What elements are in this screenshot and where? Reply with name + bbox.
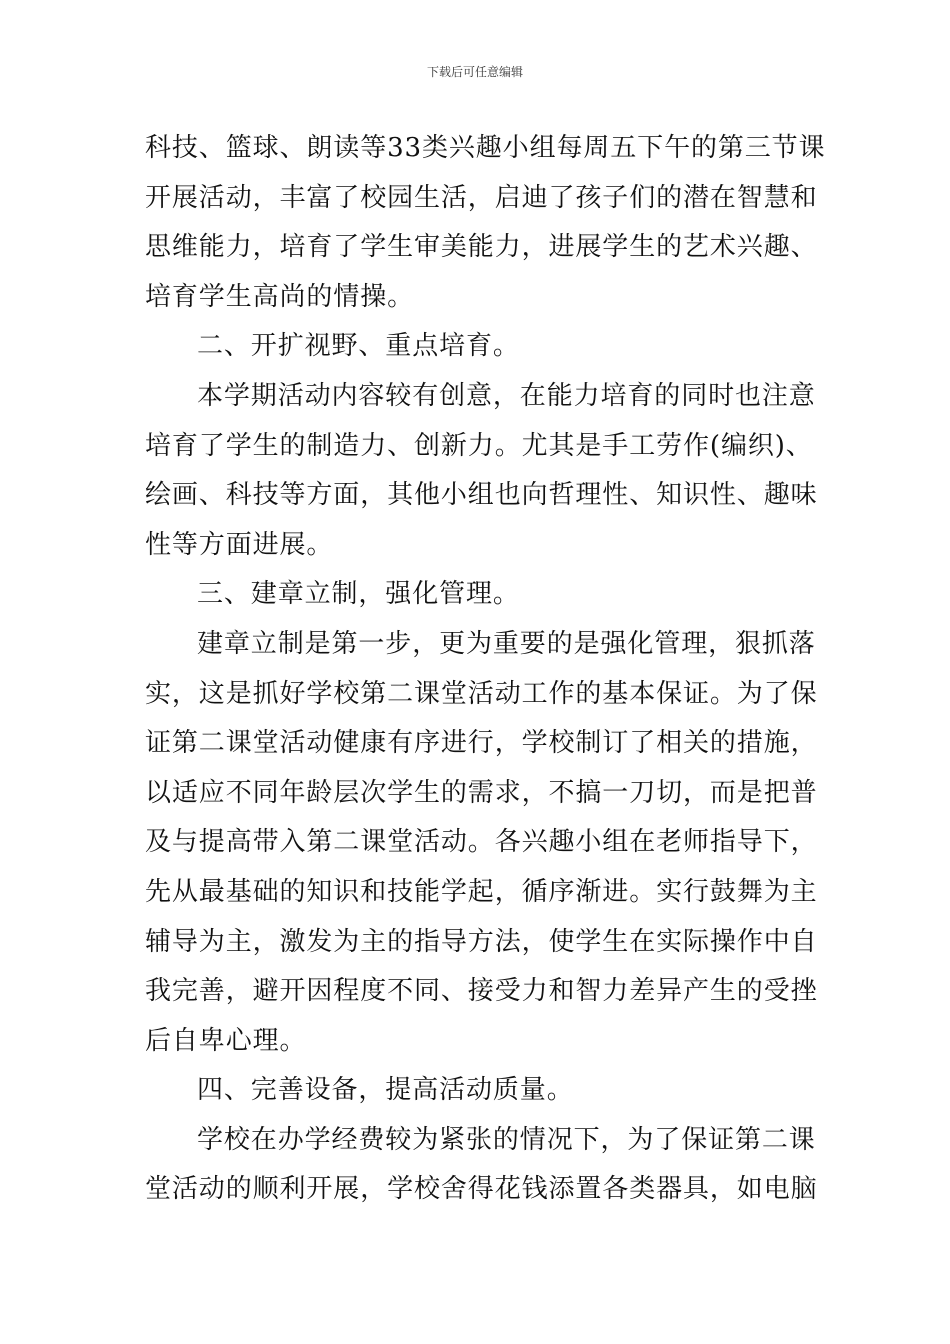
page-header: 下载后可任意编辑: [426, 65, 523, 79]
text-line: 科技、篮球、朗读等33类兴趣小组每周五下午的第三节课: [145, 133, 826, 163]
text-line: 先从最基础的知识和技能学起，循序渐进。实行鼓舞为主: [145, 876, 818, 907]
text-line: 培育学生高尚的情操。: [145, 281, 415, 312]
text-line: 以适应不同年龄层次学生的需求，不搞一刀切，而是把普: [145, 777, 818, 808]
section-heading: 三、建章立制，强化管理。: [197, 579, 520, 610]
paragraph-start: 本学期活动内容较有创意，在能力培育的同时也注意: [197, 380, 816, 411]
text-line: 后自卑心理。: [145, 1025, 307, 1056]
paragraph-start: 学校在办学经费较为紧张的情况下，为了保证第二课: [197, 1124, 816, 1155]
paragraph-start: 建章立制是第一步，更为重要的是强化管理，狠抓落: [197, 628, 816, 659]
text-line: 绘画、科技等方面，其他小组也向哲理性、知识性、趣味: [145, 480, 818, 511]
document-body: [145, 124, 826, 1215]
text-line: 及与提高带入第二课堂活动。各兴趣小组在老师指导下，: [145, 827, 818, 858]
text-line: 实，这是抓好学校第二课堂活动工作的基本保证。为了保: [145, 678, 818, 709]
text-line: 性等方面进展。: [145, 529, 334, 560]
text-line: 思维能力，培育了学生审美能力，进展学生的艺术兴趣、: [145, 232, 818, 263]
text-line: 培育了学生的制造力、创新力。尤其是手工劳作(编织)、: [145, 430, 813, 461]
text-line: 辅导为主，激发为主的指导方法，使学生在实际操作中自: [145, 926, 818, 957]
section-heading: 二、开扩视野、重点培育。: [197, 331, 520, 362]
text-line: 我完善，避开因程度不同、接受力和智力差异产生的受挫: [145, 976, 818, 1007]
text-line: 证第二课堂活动健康有序进行，学校制订了相关的措施，: [145, 728, 818, 759]
text-line: 堂活动的顺利开展，学校舍得花钱添置各类器具，如电脑: [145, 1174, 818, 1205]
section-heading: 四、完善设备，提高活动质量。: [197, 1075, 574, 1106]
text-line: 开展活动，丰富了校园生活，启迪了孩子们的潜在智慧和: [145, 182, 818, 213]
